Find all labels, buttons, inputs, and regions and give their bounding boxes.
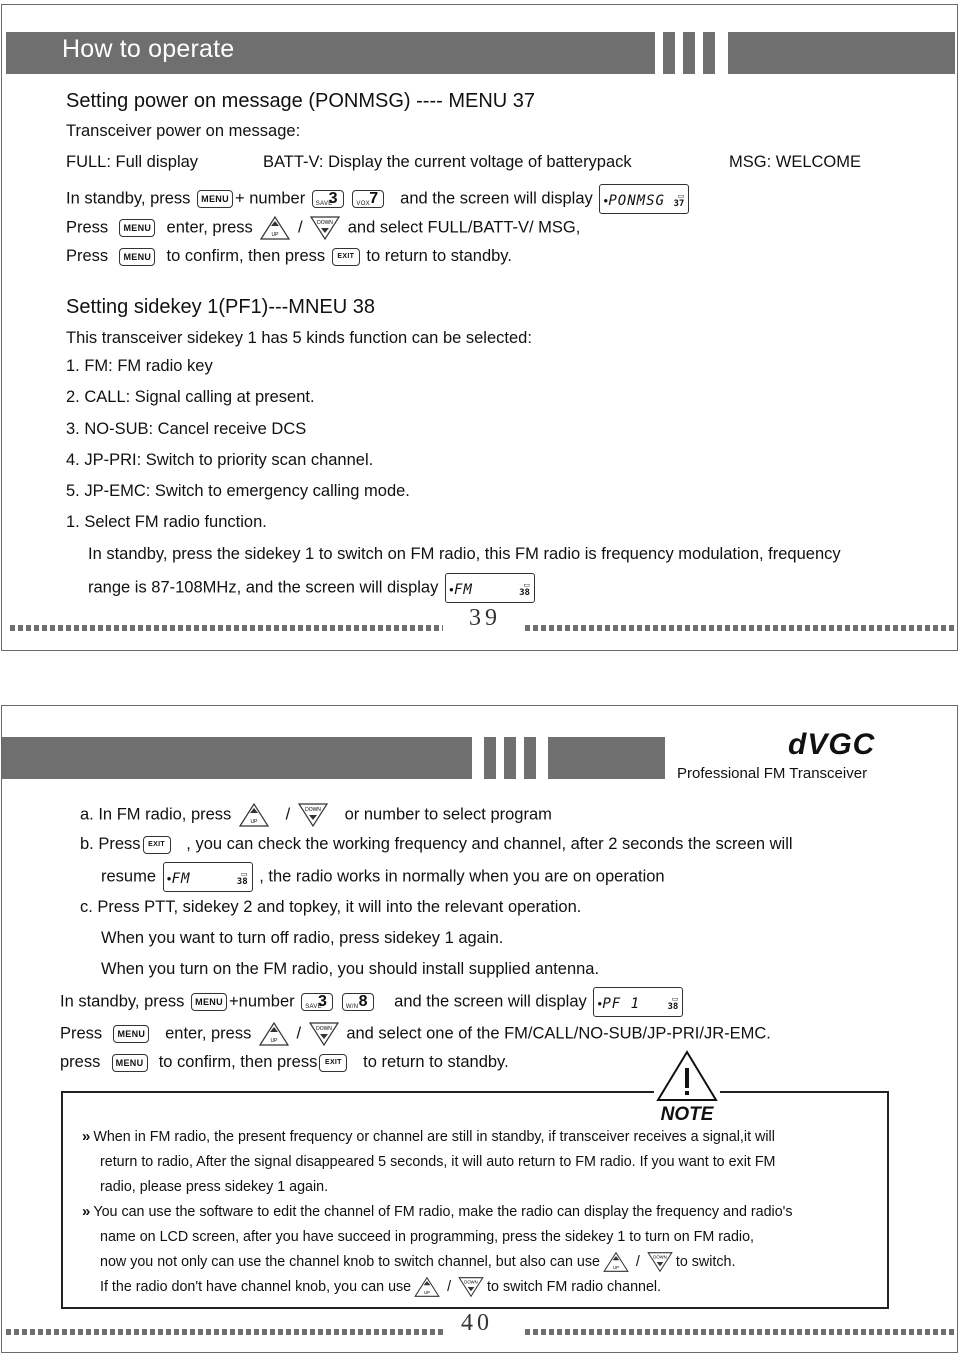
pf1-setting-step-1 (60, 987, 685, 1017)
lcd-number: 38 (667, 1002, 679, 1012)
svg-text:UP: UP (270, 1038, 278, 1044)
text: , the radio works in normally when you are on operation (259, 867, 665, 886)
footer-dotline (525, 1329, 955, 1335)
key-sub: SAVE (315, 201, 333, 207)
header-stripes (663, 32, 715, 74)
text: to switch FM radio channel. (487, 1278, 662, 1295)
text: press (60, 1053, 101, 1071)
pf1-option: 4. JP-PRI: Switch to priority scan channel. (66, 451, 374, 469)
text: , you can check the working frequency and channel, after 2 seconds the screen will (186, 835, 793, 853)
menu-key-icon: MENU (191, 993, 227, 1011)
lcd-text: PF 1 (602, 996, 641, 1012)
pf1-option: 5. JP-EMC: Switch to emergency calling mode. (66, 482, 410, 500)
lcd-display-icon (593, 987, 683, 1017)
up-key-icon (258, 1021, 290, 1047)
lcd-display-icon (599, 184, 689, 214)
text: range is 87-108MHz, and the screen will display (88, 578, 439, 597)
number-3-key-icon (312, 190, 344, 208)
up-key-icon (238, 802, 270, 828)
text: b. Press (80, 835, 141, 853)
warning-triangle-icon (654, 1048, 720, 1104)
menu-key-icon: MENU (197, 190, 233, 208)
pf1-setting-step-3 (60, 1052, 509, 1072)
note-line: radio, please press sidekey 1 again. (100, 1179, 329, 1195)
fm-step-c-2: When you want to turn off radio, press sidekey 1 again. (101, 929, 504, 947)
text: In standby, press (66, 189, 191, 208)
text: enter, press (165, 1024, 252, 1043)
section-heading-ponmsg: Setting power on message (PONMSG) ---- MENU 37 (66, 90, 536, 112)
note-line (82, 1128, 775, 1146)
text: Press (66, 218, 109, 237)
down-key-icon (457, 1276, 485, 1298)
fm-step-b-cont (101, 862, 665, 892)
svg-text:UP: UP (424, 1289, 431, 1295)
text: Press (60, 1024, 103, 1043)
pf1-intro: This transceiver sidekey 1 has 5 kinds function can be selected: (66, 329, 532, 347)
svg-text:UP: UP (613, 1264, 619, 1270)
lcd-display-icon (445, 573, 535, 603)
lcd-dot: ● (597, 999, 603, 1008)
key-num: 8 (358, 993, 368, 1010)
up-key-icon (602, 1251, 630, 1273)
text: +number (229, 992, 295, 1011)
section-heading-pf1: Setting sidekey 1(PF1)---MNEU 38 (66, 296, 375, 318)
svg-text:DOWN: DOWN (315, 1026, 332, 1032)
key-sub: SAVE (305, 1004, 322, 1010)
key-sub: VOX (356, 201, 370, 207)
text: When in FM radio, the present frequency or channel are still in standby, if transceiver receives a signal,it will (93, 1129, 775, 1145)
svg-text:UP: UP (271, 232, 279, 238)
lcd-display-icon (163, 862, 253, 892)
pf1-option: 2. CALL: Signal calling at present. (66, 388, 315, 406)
svg-text:DOWN: DOWN (304, 807, 321, 813)
battery-icon: ▭ (241, 871, 248, 878)
pf1-option: 3. NO-SUB: Cancel receive DCS (66, 420, 307, 438)
ponmsg-step-3 (66, 246, 512, 266)
svg-text:UP: UP (250, 819, 258, 825)
lcd-text: PONMSG (608, 193, 665, 209)
number-3-key-icon (301, 993, 333, 1011)
text: a. In FM radio, press (80, 805, 232, 824)
menu-key-icon: MENU (112, 1054, 148, 1072)
text: / (285, 805, 291, 824)
svg-text:DOWN: DOWN (464, 1279, 478, 1285)
exit-key-icon: EXIT (143, 836, 171, 854)
lcd-dot: ● (448, 585, 454, 594)
text: enter, press (166, 218, 253, 237)
text: + number (235, 189, 306, 208)
exit-key-icon: EXIT (319, 1054, 347, 1072)
down-key-icon (308, 1021, 340, 1047)
menu-key-icon: MENU (113, 1025, 149, 1043)
text: to return to standby. (366, 247, 512, 265)
ponmsg-step-2 (66, 215, 580, 241)
header-bar-right (548, 737, 665, 779)
brand-logo: dVGC (788, 728, 876, 761)
text: and the screen will display (394, 992, 587, 1011)
down-key-icon (309, 215, 341, 241)
lcd-dot: ● (603, 196, 609, 205)
pf1-step-1: 1. Select FM radio function. (66, 513, 267, 531)
key-num: 3 (328, 190, 338, 207)
note-line: now you not only can use the channel knob to switch channel, but also can use UP / DOWN to switch. (100, 1251, 735, 1273)
up-key-icon (413, 1276, 441, 1298)
fm-step-b (80, 834, 793, 854)
text: If the radio don't have channel knob, you can use (100, 1278, 412, 1295)
footer-dotline (10, 625, 443, 631)
text: In standby, press (60, 992, 185, 1011)
menu-key-icon: MENU (119, 248, 155, 266)
number-8-key-icon (342, 993, 374, 1011)
chevron-right-icon: » (82, 1128, 91, 1145)
number-7-key-icon (352, 190, 384, 208)
text: resume (101, 867, 157, 886)
text: / (297, 218, 303, 237)
text: Press (66, 247, 109, 265)
note-line (82, 1203, 793, 1221)
page-title: How to operate (62, 35, 235, 63)
down-key-icon (297, 802, 329, 828)
menu-key-icon: MENU (119, 219, 155, 237)
battery-icon: ▭ (523, 582, 530, 589)
text: and the screen will display (400, 189, 593, 208)
key-sub: W/N (345, 1004, 359, 1010)
header-bar-right (728, 32, 955, 74)
manual-page-40 (1, 705, 958, 1353)
note-line: name on LCD screen, after you have succeed in programming, press the sidekey 1 to turn on FM radio, (100, 1229, 755, 1245)
lcd-number: 38 (236, 877, 248, 887)
ponmsg-step-1 (66, 184, 691, 214)
brand-tagline: Professional FM Transceiver (677, 765, 868, 782)
text: to confirm, then press (166, 247, 326, 265)
pf1-step-1-desc: In standby, press the sidekey 1 to switch on FM radio, this FM radio is frequency modulation, frequency (88, 545, 841, 563)
header-stripes (484, 737, 536, 779)
lcd-dot: ● (166, 874, 172, 883)
text: to switch. (675, 1253, 736, 1270)
svg-text:DOWN: DOWN (317, 220, 334, 226)
lcd-number: 37 (673, 199, 685, 209)
down-key-icon (646, 1251, 674, 1273)
page-number: 39 (469, 605, 501, 631)
text: / (296, 1024, 302, 1043)
pf1-option: 1. FM: FM radio key (66, 357, 213, 375)
text: or number to select program (344, 805, 552, 824)
battery-icon: ▭ (671, 996, 679, 1003)
up-key-icon (259, 215, 291, 241)
option-full: FULL: Full display (66, 153, 199, 171)
key-num: 3 (318, 993, 328, 1010)
page-number: 40 (461, 1310, 493, 1336)
note-label: NOTE (660, 1104, 714, 1125)
fm-step-c-3: When you turn on the FM radio, you should install supplied antenna. (101, 960, 600, 978)
key-num: 7 (369, 190, 379, 207)
footer-dotline (6, 1329, 443, 1335)
text: You can use the software to edit the channel of FM radio, make the radio can display the frequency and radio's (93, 1204, 793, 1220)
text: and select FULL/BATT-V/ MSG, (347, 218, 581, 237)
lcd-text: FM (453, 582, 473, 598)
exit-key-icon: EXIT (332, 248, 360, 266)
pf1-step-1-desc2 (88, 573, 537, 603)
lcd-number: 38 (519, 588, 530, 598)
text: now you not only can use the channel knob to switch channel, but also can use (100, 1253, 600, 1270)
option-msg: MSG: WELCOME (729, 153, 862, 171)
fm-step-c: c. Press PTT, sidekey 2 and topkey, it will into the relevant operation. (80, 898, 582, 916)
text: to return to standby. (363, 1053, 509, 1071)
battery-icon: ▭ (677, 193, 685, 200)
svg-text:DOWN: DOWN (653, 1254, 667, 1260)
note-line: If the radio don't have channel knob, you can use UP / DOWN to switch FM radio channel. (100, 1276, 661, 1298)
text: to confirm, then press (158, 1053, 318, 1071)
warning-icon (654, 1048, 720, 1126)
chevron-right-icon: » (82, 1203, 91, 1220)
footer-dotline (525, 625, 955, 631)
pf1-setting-step-2 (60, 1021, 771, 1047)
header-bar (2, 737, 472, 779)
lcd-text: FM (171, 871, 191, 887)
fm-step-a (80, 802, 552, 828)
text: and select one of the FM/CALL/NO-SUB/JP-PRI/JR-EMC. (346, 1024, 771, 1043)
ponmsg-intro: Transceiver power on message: (66, 122, 301, 140)
manual-page-39 (1, 4, 958, 651)
option-batt: BATT-V: Display the current voltage of batterypack (263, 153, 632, 171)
note-line: return to radio, After the signal disappeared 5 seconds, it will auto return to FM radio. If you want to exit FM (100, 1154, 776, 1170)
